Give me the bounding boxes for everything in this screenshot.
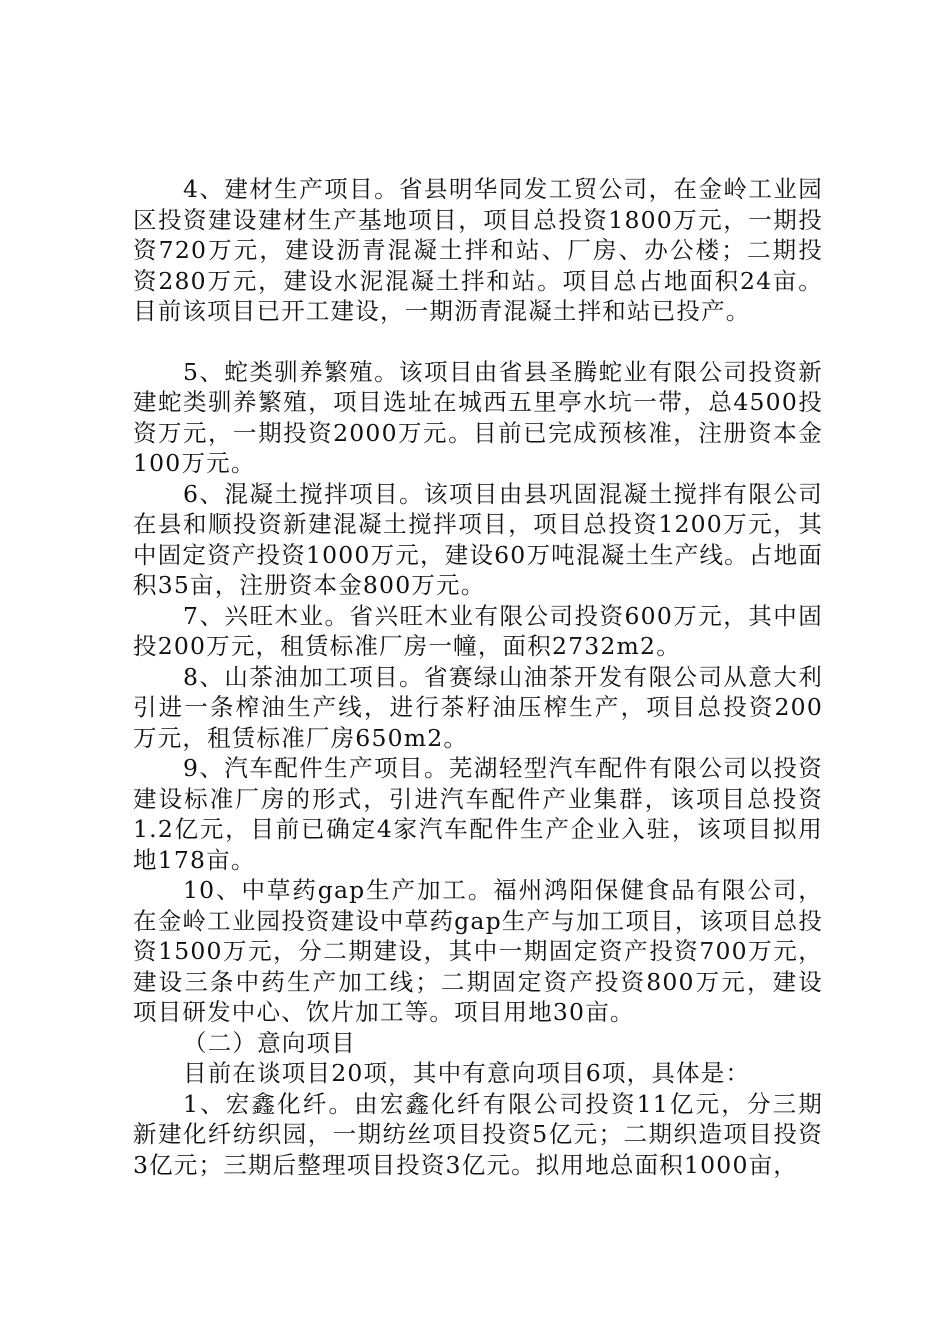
paragraph-snake-breeding: 5、蛇类驯养繁殖。该项目由省县圣腾蛇业有限公司投资新建蛇类驯养繁殖，项目选址在城西五里亭水坑一带，总4500投资万元，一期投资2000万元。目前已完成预核准，注册资本金100万元。 <box>133 357 823 477</box>
paragraph-auto-parts: 9、汽车配件生产项目。芜湖轻型汽车配件有限公司以投资建设标准厂房的形式，引进汽车配件产业集群，该项目总投资1.2亿元，目前已确定4家汽车配件生产企业入驻，该项目拟用地178亩。 <box>133 754 823 874</box>
section-heading-intended-projects: （二）意向项目 <box>183 1028 356 1057</box>
paragraph-intended-intro: 目前在谈项目20项，其中有意向项目6项，具体是： <box>183 1059 751 1087</box>
paragraph-building-materials: 4、建材生产项目。省县明华同发工贸公司，在金岭工业园区投资建设建材生产基地项目，项目总投资1800万元，一期投资720万元，建设沥青混凝土拌和站、厂房、办公楼；二期投资280万元，建设水泥混凝土拌和站。项目总占地面积24亩。目前该项目已开工建设，一期沥青混凝土拌和站已投产。 <box>133 175 823 325</box>
paragraph-hongxin-fiber: 1、宏鑫化纤。由宏鑫化纤有限公司投资11亿元，分三期新建化纤纺织园，一期纺丝项目投资5亿元；二期织造项目投资3亿元；三期后整理项目投资3亿元。拟用地总面积1000亩， <box>133 1089 823 1179</box>
paragraph-xingwang-wood: 7、兴旺木业。省兴旺木业有限公司投资600万元，其中固投200万元，租赁标准厂房一幢，面积2732m2。 <box>133 601 823 660</box>
paragraph-concrete-mixing: 6、混凝土搅拌项目。该项目由县巩固混凝土搅拌有限公司在县和顺投资新建混凝土搅拌项目，项目总投资1200万元，其中固定资产投资1000万元，建设60万吨混凝土生产线。占地面积35亩，注册资本金800万元。 <box>133 479 823 599</box>
paragraph-camellia-oil: 8、山茶油加工项目。省赛绿山油茶开发有限公司从意大利引进一条榨油生产线，进行茶籽油压榨生产，项目总投资200万元，租赁标准厂房650m2。 <box>133 662 823 752</box>
document-body <box>133 174 823 1180</box>
paragraph-herbal-gap: 10、中草药gap生产加工。福州鸿阳保健食品有限公司，在金岭工业园投资建设中草药gap生产与加工项目，该项目总投资1500万元，分二期建设，其中一期固定资产投资700万元，建设三条中药生产加工线；二期固定资产投资800万元，建设项目研发中心、饮片加工等。项目用地30亩。 <box>133 876 823 1026</box>
